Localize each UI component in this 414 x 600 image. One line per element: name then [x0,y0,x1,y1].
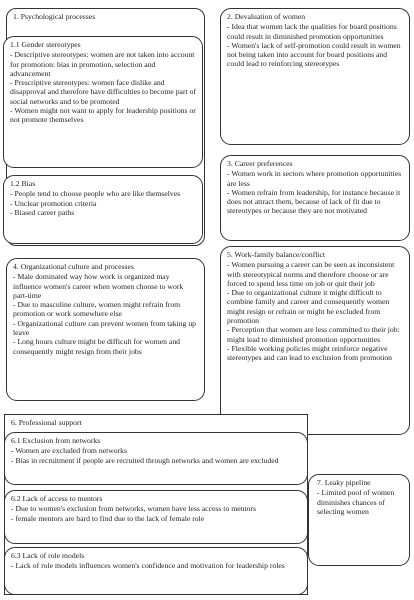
leaky-pipeline-box [308,474,410,566]
mentors-line: - female mentors are hard to find due to the lack of female role [11,513,205,523]
gender-stereotypes-line: - Women might not want to apply for leadership positions or not promote themselves [10,106,196,125]
organizational-culture-title: 4. Organizational culture and processes [13,262,134,271]
role-models-box [4,547,308,595]
work-family-title: 5. Work-family balance/conflict [227,250,326,259]
bias-title: 1.2 Bias [10,179,36,188]
leaky-pipeline-title: 7. Leaky pipeline [317,478,371,487]
work-family-line: - Due to organizational culture it might difficult to combine family and career and consequently women might resign or refrain or might be excluded from promotion [227,288,390,326]
organizational-culture-line: - Long hours culture might be difficult for women and consequently might resign from their jobs [13,337,181,356]
work-family-box [220,246,410,435]
organizational-culture-line: - Organizational culture can prevent women from taking up leave [13,318,197,338]
gender-stereotypes-line: - Prescriptive stereotypes: women face dislike and disapproval and therefore have difficulties to become part of social networks and to be promoted [10,78,196,106]
mentors-line: - Due to women's exclusion from networks, women have less access to mentors [11,504,256,514]
exclusion-networks-line: - Women are excluded from networks [11,446,128,456]
bias-line: - People tend to choose people who are like themselves [10,189,181,199]
role-models-title: 6.3 Lack of role models [11,551,85,560]
career-preferences-title: 3. Career preferences [227,159,293,168]
devaluation-line: - Women's lack of self-promotion could result in women not being taken into account for board positions and could lead to reinforcing stereotypes [227,40,401,69]
career-preferences-line: - Women refrain from leadership, for instance because it does not attract them, because of lack of fit due to stereotypes or because they are not motivated [227,187,401,216]
devaluation-box [220,8,410,145]
gender-stereotypes-line: - Descriptive stereotypes: women are not taken into account for promotion: bias in promotion, selection and advancement [10,50,195,78]
role-models-line: - Lack of role models influences women's confidence and motivation for leadership roles [11,561,285,571]
mentors-title: 6.2 Lack of access to mentors [11,494,103,503]
work-family-line: - Flexible working policies might reinforce negative stereotypes and can lead to exclusion from promotion [227,343,393,363]
leaky-pipeline-line: - Limited pool of women diminishes chances of selecting women [317,488,395,516]
exclusion-networks-title: 6.1 Exclusion from networks [11,436,101,445]
organizational-culture-line: - Due to masculine culture, women might refrain from promotion or work somewhere else [13,300,181,319]
career-preferences-box [220,155,410,241]
bias-box [3,175,203,244]
organizational-culture-line: - Male dominated way how work is organized may influence women's career when women choose to work part-time [13,272,184,300]
mentors-box [4,490,308,544]
bias-line: - Unclear promotion criteria [10,198,97,208]
work-family-line: - Women pursuing a career can be seen as inconsistent with stereotypical norms and therefore choose or are forced to spend less time on job or quit their job [227,260,395,288]
psychological-processes-title: 1. Psychological processes [13,12,96,21]
career-preferences-line: - Women work in sectors where promotion opportunities are less [227,169,402,188]
professional-support-title: 6. Professional support [11,418,82,427]
organizational-culture-box [6,258,205,401]
work-family-line: - Perception that women are less committed to their job: might lead to diminished promotion opportunities [227,325,400,344]
bias-line: - Biased career paths [10,207,75,217]
gender-stereotypes-title: 1.1 Gender stereotypes [10,40,81,49]
devaluation-line: - Idea that women lack the qualities for board positions could result in diminished promotion opportunities [227,22,397,41]
exclusion-networks-box [4,432,308,485]
devaluation-title: 2. Devaluation of women [227,12,306,21]
exclusion-networks-line: - Bias in recruitment if people are recruited through networks and women are excluded [11,455,279,465]
gender-stereotypes-box [3,36,203,168]
